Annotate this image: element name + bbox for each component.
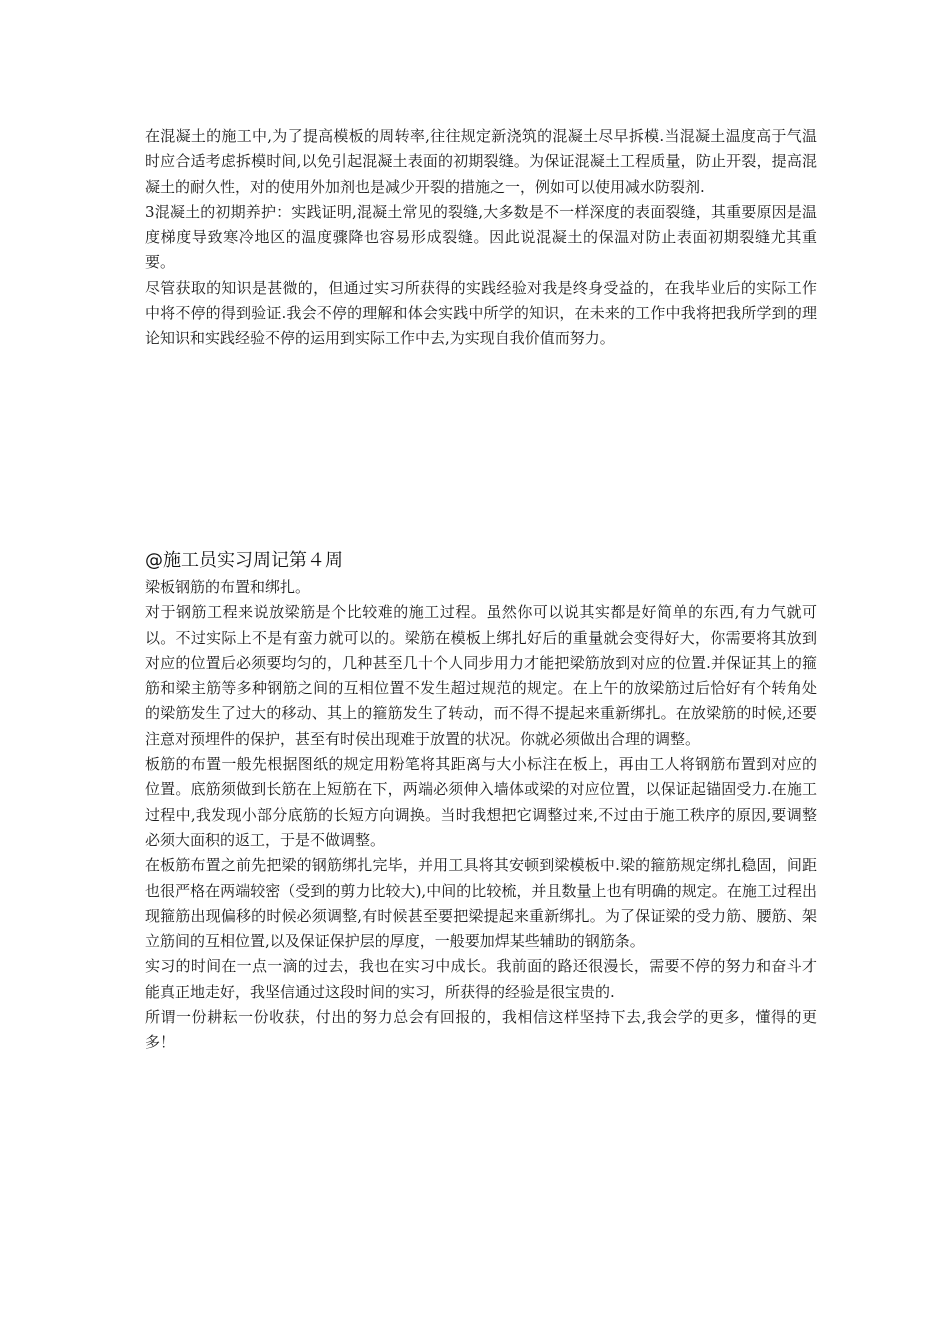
paragraph-formwork-removal: 在混凝土的施工中,为了提高模板的周转率,往往规定新浇筑的混凝土尽早拆模.当混凝土温度高于气温时应合适考虑拆模时间,以免引起混凝土表面的初期裂缝。为保证混凝土工程质量，防止开裂，提高混凝土的耐久性，对的使用外加剂也是减少开裂的措施之一，例如可以使用减水防裂剂. <box>145 127 817 196</box>
paragraph-conclusion: 尽管获取的知识是甚微的，但通过实习所获得的实践经验对我是终身受益的，在我毕业后的实际工作中将不停的得到验证.我会不停的理解和体会实践中所学的知识，在未来的工作中我将把我所学到的理论知识和实践经验不停的运用到实际工作中去,为实现自我价值而努力。 <box>145 278 817 348</box>
paragraph-beam-binding: 在板筋布置之前先把梁的钢筋绑扎完毕，并用工具将其安顿到梁模板中.梁的箍筋规定绑扎稳固，间距也很严格在两端较密（受到的剪力比较大),中间的比较梳，并且数量上也有明确的规定。在施工过程出现箍筋出现偏移的时候必须调整,有时候甚至要把梁提起来重新绑扎。为了保证梁的受力筋、腰筋、架立筋间的互相位置,以及保证保护层的厚度，一般要加焊某些辅助的钢筋条。 <box>145 856 817 951</box>
paragraph-beam-placement: 对于钢筋工程来说放梁筋是个比较难的施工过程。虽然你可以说其实都是好简单的东西,有力气就可以。不过实际上不是有蛮力就可以的。梁筋在模板上绑扎好后的重量就会变得好大，你需要将其放到对应的位置后必须要均匀的，几种甚至几十个人同步用力才能把梁筋放到对应的位置.并保证其上的箍筋和梁主筋等多种钢筋之间的互相位置不发生超过规范的规定。在上午的放梁筋过后恰好有个转角处的梁筋发生了过大的移动、其上的箍筋发生了转动，而不得不提起来重新绑扎。在放梁筋的时候,还要注意对预埋件的保护，甚至有时侯出现难于放置的状况。你就必须做出合理的调整。 <box>145 603 817 748</box>
paragraph-initial-curing: 3混凝土的初期养护：实践证明,混凝土常见的裂缝,大多数是不一样深度的表面裂缝，其重要原因是温度梯度导致寒冷地区的温度骤降也容易形成裂缝。因此说混凝土的保温对防止表面初期裂缝尤其重要。 <box>145 202 817 272</box>
paragraph-topic: 梁板钢筋的布置和绑扎。 <box>145 578 311 596</box>
section-heading: @施工员实习周记第４周 <box>145 550 343 571</box>
paragraph-closing: 所谓一份耕耘一份收获，付出的努力总会有回报的，我相信这样坚持下去,我会学的更多，懂得的更多！ <box>145 1008 817 1052</box>
paragraph-slab-rebar: 板筋的布置一般先根据图纸的规定用粉笔将其距离与大小标注在板上，再由工人将钢筋布置到对应的位置。底筋须做到长筋在上短筋在下，两端必须伸入墙体或梁的对应位置，以保证起锚固受力.在施工过程中,我发现小部分底筋的长短方向调换。当时我想把它调整过来,不过由于施工秩序的原因,要调整必须大面积的返工，于是不做调整。 <box>145 755 817 849</box>
section-top-text <box>145 124 817 352</box>
section-week-4 <box>145 547 817 1056</box>
paragraph-growth: 实习的时间在一点一滴的过去，我也在实习中成长。我前面的路还很漫长，需要不停的努力和奋斗才能真正地走好，我坚信通过这段时间的实习，所获得的经验是很宝贵的. <box>145 957 817 1001</box>
